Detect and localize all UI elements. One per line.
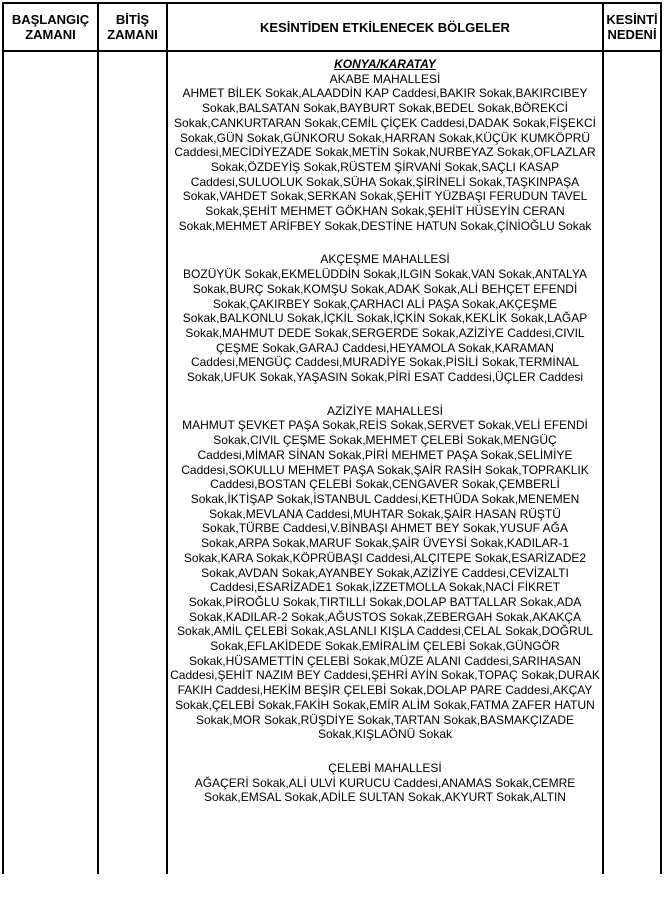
street-list: AHMET BİLEK Sokak,ALAADDİN KAP Caddesi,BAKIR Sokak,BAKIRCIBEY Sokak,BALSATAN Sokak,BAYBURT Sokak,BEDEL Sokak,BÖREKCİ Sokak,CANKURTARAN Sokak,CEMİL ÇİÇEK Caddesi,DADAK Sokak,FİŞEKCİ Sokak,GÜN Sokak,GÜNKORU Sokak,HARRAN Sokak,KÜÇÜK KUMKÖPRÜ Caddesi,MECİDİYEZADE Sokak,METİN Sokak,NURBEYAZ Sokak,OFLAZLAR Sokak,ÖZDEYİŞ Sokak,RÜSTEM ŞİRVANİ Sokak,SAÇLI KASAP Caddesi,SULUOLUK Sokak,SÜHA Sokak,ŞİRİNELİ Sokak,TAŞKINPAŞA Sokak,VAHDET Sokak,SERKAN Sokak,ŞEHİT YÜZBAŞI FERUDUN TAVEL Sokak,ŞEHİT MEHMET GÖKHAN Sokak,ŞEHİT HÜSEYİN CERAN Sokak,MEHMET ARİFBEY Sokak,DESTİNE HATUN Sokak,ÇİNİOĞLU Sokak xyxy=(174,86,596,233)
outage-table xyxy=(2,2,662,874)
street-list: MAHMUT ŞEVKET PAŞA Sokak,REİS Sokak,SERVET Sokak,VELİ EFENDİ Sokak,CIVIL ÇEŞME Sokak,MEHMET ÇELEBİ Sokak,MENGÜÇ Caddesi,MİMAR SİNAN Sokak,PİRİ MEHMET PAŞA Sokak,SELİMİYE Caddesi,SOKULLU MEHMET PAŞA Sokak,ŞAİR RASİH Sokak,TOPRAKLIK Caddesi,BOSTAN ÇELEBİ Sokak,CENGAVER Sokak,ÇEMBERLİ Sokak,İKTİŞAP Sokak,İSTANBUL Caddesi,KETHÜDA Sokak,MENEMEN Sokak,MEVLANA Caddesi,MUHTAR Sokak,ŞAİR HASAN RÜŞTÜ Sokak,TÜRBE Caddesi,V.BİNBAŞI AHMET BEY Sokak,YUSUF AĞA Sokak,ARPA Sokak,MARUF Sokak,ŞAİR ÜVEYSİ Sokak,KADILAR-1 Sokak,KARA Sokak,KÖPRÜBAŞI Caddesi,ALÇITEPE Sokak,ESARİZADE2 Sokak,AVDAN Sokak,AYANBEY Sokak,AZİZİYE Caddesi,CEVİZALTI Caddesi,ESARİZADE1 Sokak,İZZETMOLLA Sokak,NACİ FİKRET Sokak,PİROĞLU Sokak,TIRTILLI Sokak,DOLAP BATTALLAR Sokak,ADA Sokak,KADILAR-2 Sokak,AĞUSTOS Sokak,ZEBERGAH Sokak,AKAKÇA Sokak,AMİL ÇELEBİ Sokak,ASLANLI KIŞLA Caddesi,CELAL Sokak,DOĞRUL Sokak,EFLAKİDEDE Sokak,EMİRALİM ÇELEBİ Sokak,GÜNGÖR Sokak,HÜSAMETTİN ÇELEBİ Sokak,MÜZE ALANI Caddesi,SARIHASAN Caddesi,ŞEHİT NAZIM BEY Caddesi,ŞEHRİ AYİN Sokak,TOPAÇ Sokak,DURAK FAKIH Caddesi,HEKİM BEŞİR ÇELEBİ Sokak,DOLAP PARE Caddesi,AKÇAY Sokak,ÇELEBİ Sokak,FAKİH Sokak,EMİR ALİM Sokak,FATMA ZAFER HATUN Sokak,MOR Sokak,RÜŞDİYE Sokak,TARTAN Sokak,BASMAKÇIZADE Sokak,KIŞLAÖNÜ Sokak xyxy=(170,418,600,742)
table-body-row xyxy=(4,52,660,874)
neighborhood-name: ÇELEBİ MAHALLESİ xyxy=(328,760,442,775)
neighborhood-section-aziziye xyxy=(170,404,600,742)
neighborhood-name: AKÇEŞME MAHALLESİ xyxy=(320,252,450,267)
end-time-cell xyxy=(97,52,166,874)
table-header-row xyxy=(4,4,660,52)
neighborhood-section-akabe xyxy=(170,72,600,234)
neighborhood-section-celebi xyxy=(170,761,600,805)
street-list: AĞAÇERİ Sokak,ALİ ULVİ KURUCU Caddesi,ANAMAS Sokak,CEMRE Sokak,EMSAL Sokak,ADİLE SULTAN Sokak,AKYURT Sokak,ALTIN xyxy=(194,775,576,805)
neighborhood-name: AKABE MAHALLESİ xyxy=(329,71,441,86)
reason-cell xyxy=(602,52,660,874)
neighborhood-name: AZİZİYE MAHALLESİ xyxy=(326,403,444,418)
region-title: KONYA/KARATAY xyxy=(334,57,436,71)
neighborhood-section-akcesme xyxy=(170,252,600,384)
regions-cell xyxy=(166,52,602,874)
header-affected-regions: KESİNTİDEN ETKİLENECEK BÖLGELER xyxy=(166,4,602,50)
header-end-time: BİTİŞ ZAMANI xyxy=(97,4,166,50)
street-list: BOZÜYÜK Sokak,EKMELÜDDİN Sokak,ILGIN Sokak,VAN Sokak,ANTALYA Sokak,BURÇ Sokak,KOMŞU Sokak,ADAK Sokak,ALİ BEHÇET EFENDİ Sokak,ÇAKIRBEY Sokak,ÇARHACI ALİ PAŞA Sokak,AKÇEŞME Sokak,BALKONLU Sokak,İÇKİL Sokak,İÇKİN Sokak,KEKLİK Sokak,LAĞAP Sokak,MAHMUT DEDE Sokak,SERGERDE Sokak,AZİZİYE Caddesi,CIVIL ÇEŞME Sokak,GARAJ Caddesi,HEYAMOLA Sokak,KARAMAN Caddesi,MENGÜÇ Caddesi,MURADİYE Sokak,PİSİLİ Sokak,TERMİNAL Sokak,UFUK Sokak,YAŞASIN Sokak,PİRİ ESAT Caddesi,ÜÇLER Caddesi xyxy=(182,267,588,385)
header-start-time: BAŞLANGIÇ ZAMANI xyxy=(11,12,90,42)
start-time-cell xyxy=(4,52,97,874)
header-outage-reason: KESİNTİ NEDENİ xyxy=(602,4,660,50)
